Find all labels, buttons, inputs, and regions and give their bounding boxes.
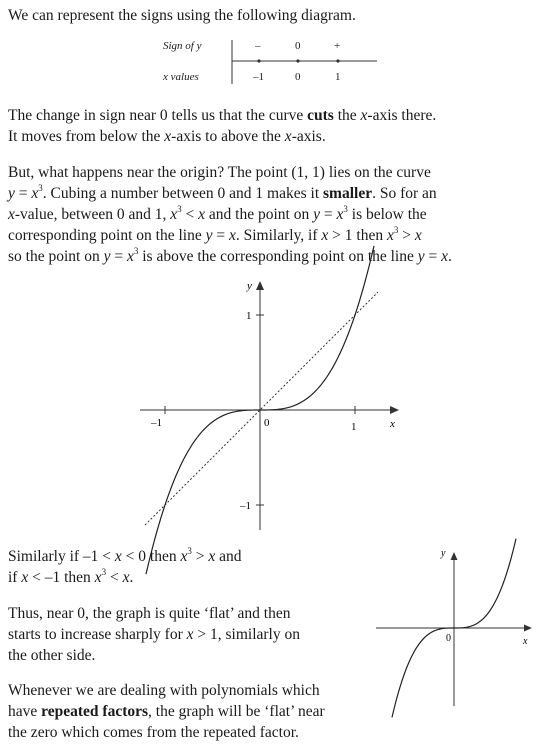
sign-zero: 0 [295,40,301,52]
sign-positive: + [334,40,341,52]
intro-text: We can represent the signs using the following diagram. [8,7,356,24]
graph1-tick-label-xm1: –1 [151,417,162,429]
values-row-label: x values [163,71,199,83]
value-one: 1 [335,71,341,83]
graph1-y-label: y [247,280,252,292]
value-neg-one: –1 [253,71,264,83]
graph1-line-y-equals-x [145,292,378,525]
graph1-tick-label-y1: 1 [246,310,252,322]
graph1-x-arrow [390,406,399,414]
graph2-y-label: y [441,548,446,559]
paragraph-sign-change: The change in sign near 0 tells us that the curve cuts the x-axis there. It moves from below the x-axis to above the x-axis. [8,107,437,145]
graph1-tick-label-ym1: –1 [240,500,251,512]
graph1-origin-label: 0 [264,417,270,429]
sign-row-label: Sign of y [163,40,202,52]
cubic-vs-line-graph [0,275,541,535]
paragraph-origin: But, what happens near the origin? The point (1, 1) lies on the curve $y = x^3$. Cubing a number between 0 and 1 makes it smaller. So for an x-value, between 0 and 1, $x^3 < x$ and the point on $y = x^3$ is below the corresponding point on the line y = x. Similarly, if x > 1 then $x^3 > x$ so the point on $y = x^3$ is above the corresponding point on the line y = x. [8,164,452,265]
value-zero: 0 [295,71,301,83]
graph2-origin-label: 0 [446,633,451,644]
sign-diagram-lines [0,0,541,100]
graph2-x-arrow [524,625,532,632]
sign-negative: – [255,40,261,52]
paragraph-repeated-factors: Whenever we are dealing with polynomials which have repeated factors, the graph will be ‘flat’ near the zero which comes from the repeated factor. [8,682,325,741]
graph1-x-label: x [390,418,395,430]
graph2-x-label: x [523,636,528,647]
graph2-y-arrow [451,552,458,560]
paragraph-flat: Thus, near 0, the graph is quite ‘flat’ and then starts to increase sharply for x > 1, similarly on the other side. [8,605,300,664]
graph1-y-arrow [256,281,264,290]
paragraph-negative-side: Similarly if –1 < x < 0 then $x^3 > x$ and if x < –1 then $x^3 < x$. [8,545,242,586]
graph1-tick-label-x1: 1 [351,421,357,433]
small-cubic-graph [0,540,541,740]
